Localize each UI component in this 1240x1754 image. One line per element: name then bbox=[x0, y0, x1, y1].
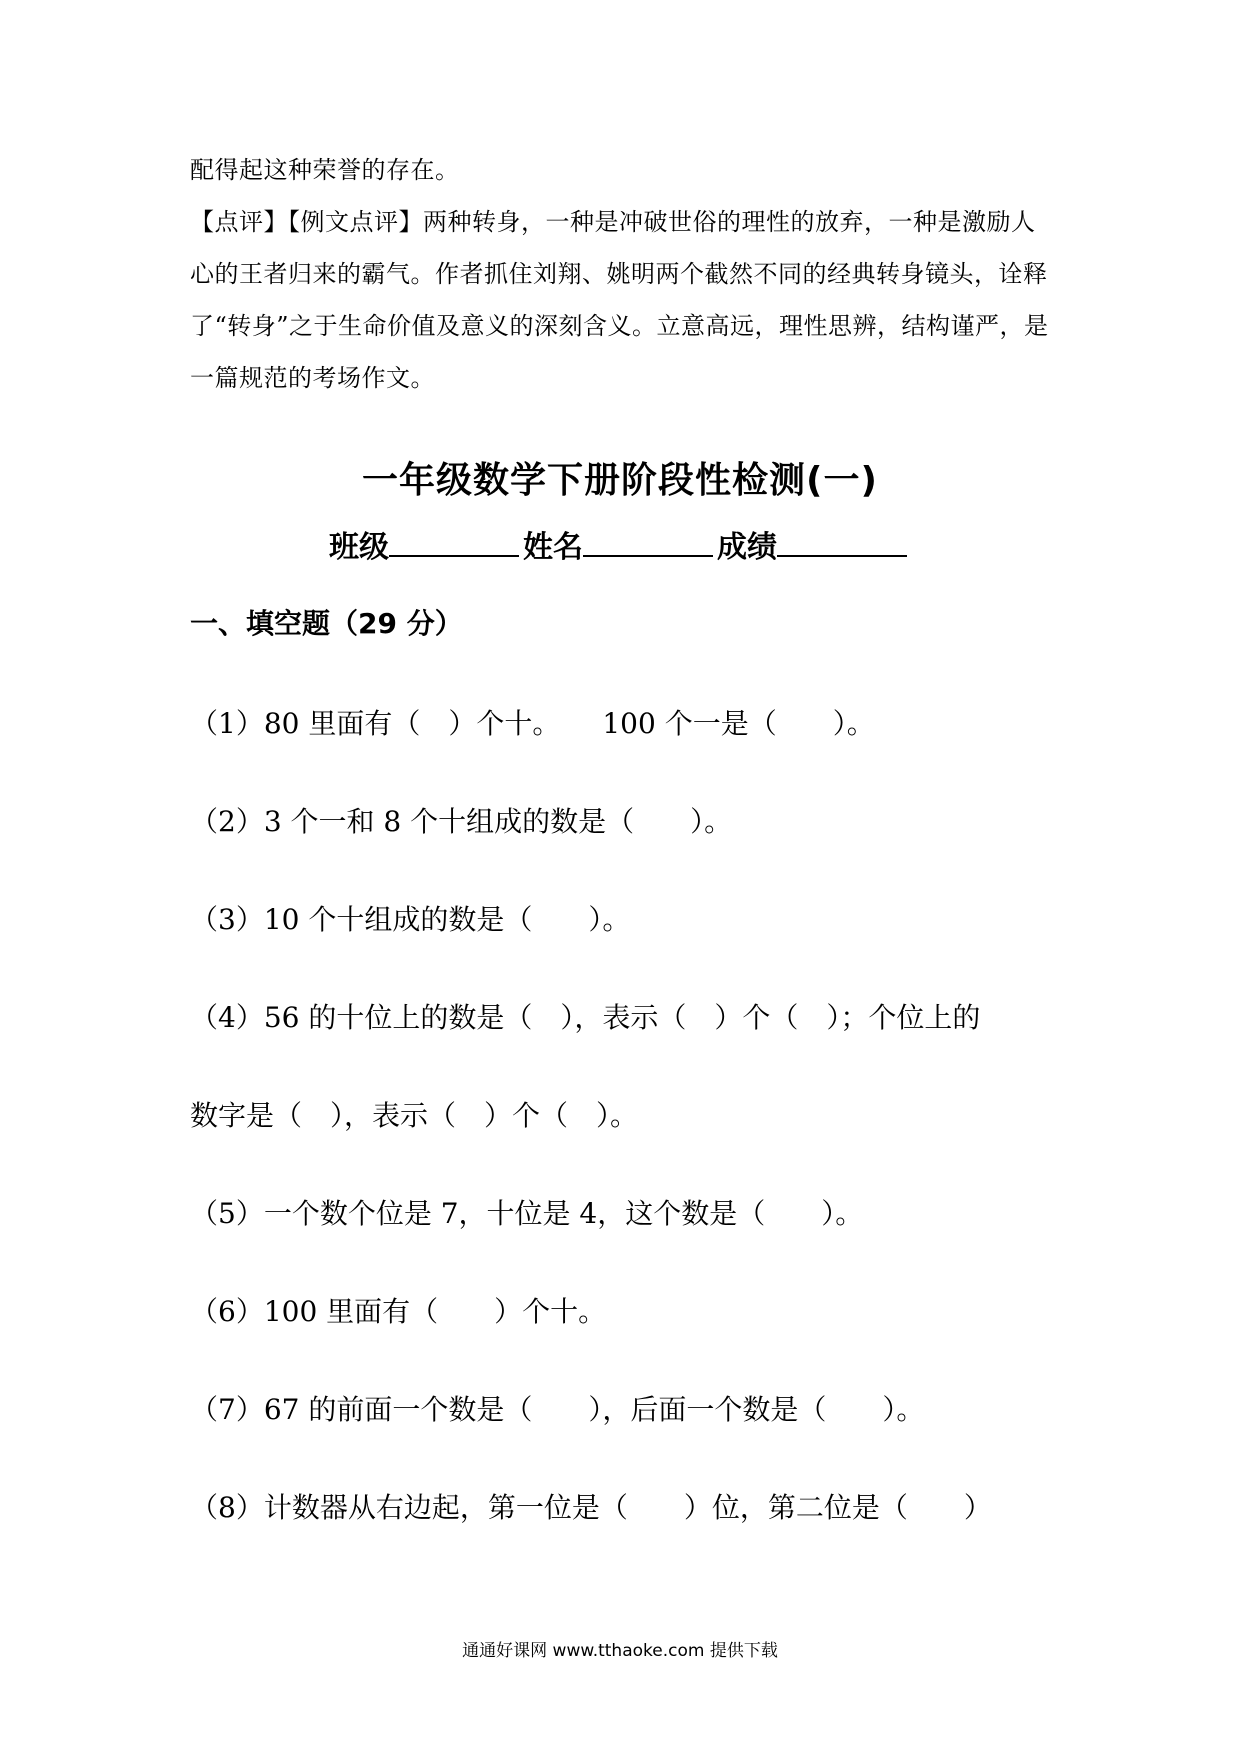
question-7: （7）67 的前面一个数是（ ），后面一个数是（ ）。 bbox=[190, 1393, 925, 1426]
score-blank bbox=[777, 527, 907, 557]
intro-paragraph bbox=[190, 144, 1070, 196]
comment-line: 了“转身”之于生命价值及意义的深刻含义。立意高远，理性思辨，结构谨严，是 bbox=[190, 312, 1049, 340]
class-label: 班级 bbox=[329, 530, 389, 565]
question-3: （3）10 个十组成的数是（ ）。 bbox=[190, 903, 631, 936]
question-2: （2）3 个一和 8 个十组成的数是（ ）。 bbox=[190, 805, 733, 838]
comment-paragraph bbox=[190, 196, 1070, 404]
comment-line: 一篇规范的考场作文。 bbox=[190, 364, 435, 392]
question-6: （6）100 里面有（ ）个十。 bbox=[190, 1295, 607, 1328]
question-1: （1）80 里面有（ ）个十。 100 个一是（ ）。 bbox=[190, 707, 875, 740]
name-blank bbox=[583, 527, 713, 557]
section-heading: 一、填空题（29 分） bbox=[190, 607, 463, 640]
student-info-row bbox=[0, 522, 1240, 566]
exam-title: 一年级数学下册阶段性检测(一) bbox=[362, 460, 878, 501]
intro-line: 配得起这种荣誉的存在。 bbox=[190, 156, 460, 184]
footer-credit: 通通好课网 www.tthaoke.com 提供下载 bbox=[462, 1641, 778, 1661]
comment-line: 心的王者归来的霸气。作者抓住刘翔、姚明两个截然不同的经典转身镜头，诠释 bbox=[190, 260, 1048, 288]
comment-line: 【点评】【例文点评】两种转身，一种是冲破世俗的理性的放弃，一种是激励人 bbox=[190, 208, 1036, 236]
question-8: （8）计数器从右边起，第一位是（ ）位，第二位是（ ） bbox=[190, 1491, 992, 1524]
question-5: （5）一个数个位是 7，十位是 4，这个数是（ ）。 bbox=[190, 1197, 864, 1230]
name-label: 姓名 bbox=[523, 530, 583, 565]
class-blank bbox=[389, 527, 519, 557]
score-label: 成绩 bbox=[717, 530, 777, 565]
question-4-continued: 数字是（ ），表示（ ）个（ ）。 bbox=[190, 1099, 639, 1132]
question-4: （4）56 的十位上的数是（ ），表示（ ）个（ ）；个位上的 bbox=[190, 1001, 981, 1034]
